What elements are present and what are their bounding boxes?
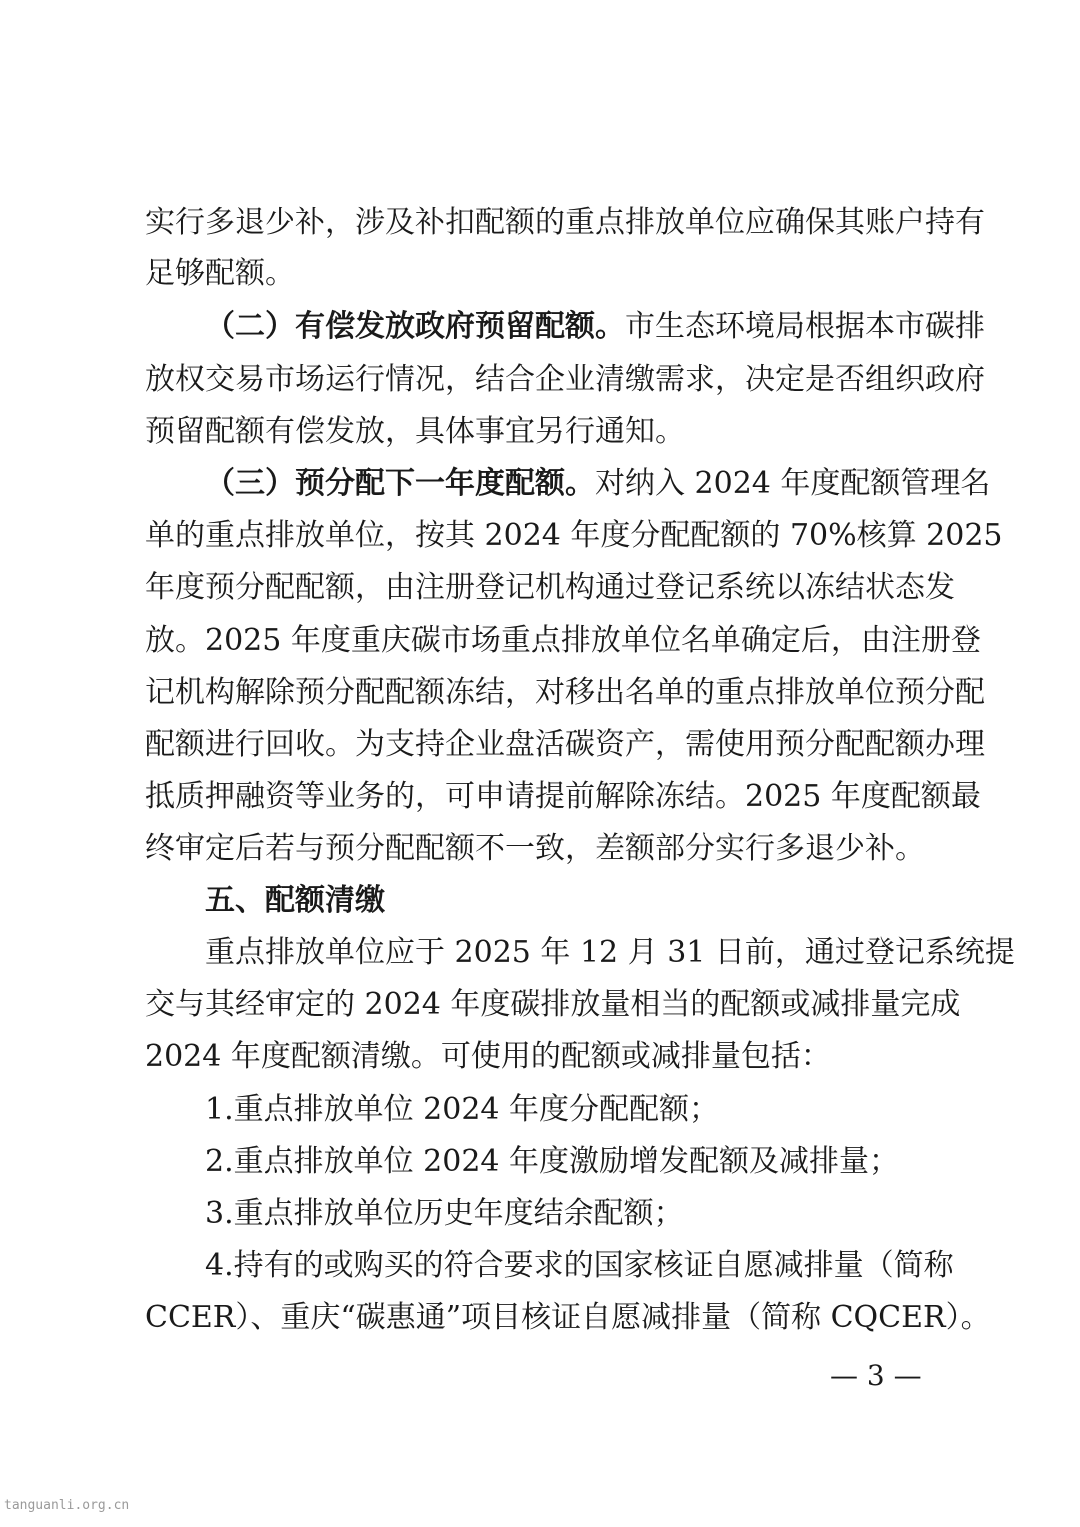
body-line: 配额进行回收。为支持企业盘活碳资产，需使用预分配配额办理 [145, 727, 985, 762]
page-number: — 3 — [830, 1359, 922, 1392]
body-line: 记机构解除预分配配额冻结，对移出名单的重点排放单位预分配 [145, 675, 985, 710]
list-item: 2.重点排放单位 2024 年度激励增发配额及减排量； [205, 1144, 900, 1179]
list-item: 1.重点排放单位 2024 年度分配配额； [205, 1092, 720, 1127]
section-heading-inline: （三）预分配下一年度配额。 [205, 466, 595, 501]
body-line: 2024 年度配额清缴。可使用的配额或减排量包括： [145, 1039, 831, 1074]
section-heading-inline: （二）有偿发放政府预留配额。 [205, 309, 625, 344]
body-line: 实行多退少补，涉及补扣配额的重点排放单位应确保其账户持有 [145, 205, 985, 240]
body-line: CCER）、重庆“碳惠通”项目核证自愿减排量（简称 CQCER）。 [145, 1300, 991, 1335]
body-line: 预留配额有偿发放，具体事宜另行通知。 [145, 414, 685, 449]
watermark: tanguanli.org.cn [4, 1498, 130, 1513]
body-line: 抵质押融资等业务的，可申请提前解除冻结。2025 年度配额最 [145, 779, 981, 814]
paragraph-first-line [205, 466, 991, 501]
body-line: 单的重点排放单位，按其 2024 年度分配配额的 70%核算 2025 [145, 518, 1003, 553]
body-line: 交与其经审定的 2024 年度碳排放量相当的配额或减排量完成 [145, 987, 961, 1022]
paragraph-first-line [205, 309, 985, 344]
body-line: 足够配额。 [145, 256, 295, 291]
body-line: 年度预分配配额，由注册登记机构通过登记系统以冻结状态发 [145, 570, 955, 605]
body-line: 重点排放单位应于 2025 年 12 月 31 日前，通过登记系统提 [205, 935, 1015, 970]
section-heading-text: 五、配额清缴 [205, 883, 385, 918]
section-heading [205, 884, 945, 918]
body-line: 放权交易市场运行情况，结合企业清缴需求，决定是否组织政府 [145, 362, 985, 397]
list-item: 3.重点排放单位历史年度结余配额； [205, 1196, 684, 1231]
body-line: 终审定后若与预分配配额不一致，差额部分实行多退少补。 [145, 831, 925, 866]
list-item: 4.持有的或购买的符合要求的国家核证自愿减排量（简称 [205, 1248, 954, 1283]
body-text: 对纳入 2024 年度配额管理名 [595, 466, 991, 501]
body-line: 放。2025 年度重庆碳市场重点排放单位名单确定后，由注册登 [145, 623, 981, 658]
body-text: 市生态环境局根据本市碳排 [625, 309, 985, 344]
